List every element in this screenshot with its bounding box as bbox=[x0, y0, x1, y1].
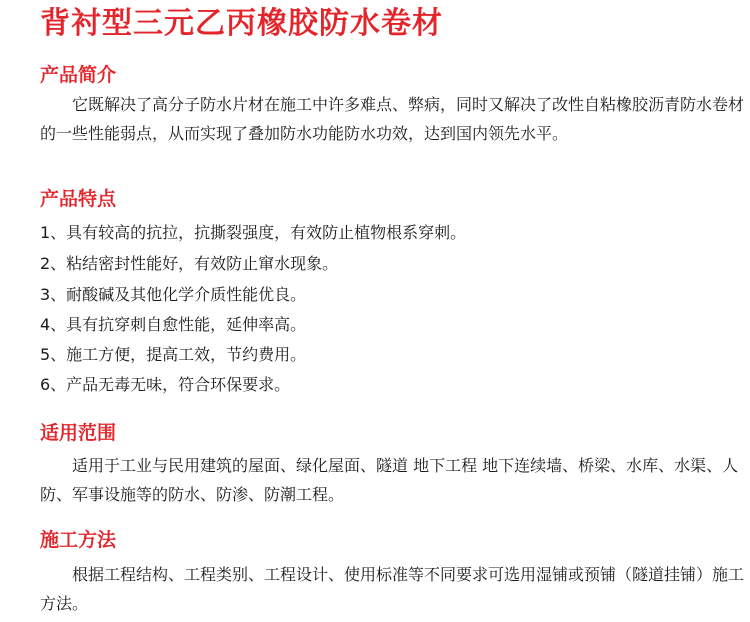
scope-paragraph: 适用于工业与民用建筑的屋面、绿化屋面、隧道 地下工程 地下连续墙、桥梁、水库、水渠、人防、军事设施等的防水、防渗、防潮工程。 bbox=[40, 456, 739, 504]
feature-item: 2、粘结密封性能好，有效防止窜水现象。 bbox=[40, 254, 339, 273]
intro-paragraph: 它既解决了高分子防水片材在施工中许多难点、弊病，同时又解决了改性自粘橡胶沥青防水卷材的一些性能弱点，从而实现了叠加防水功能防水功效，达到国内领先水平。 bbox=[40, 95, 745, 143]
section-heading-intro: 产品简介 bbox=[40, 64, 117, 86]
feature-item: 1、具有较高的抗拉，抗撕裂强度，有效防止植物根系穿刺。 bbox=[40, 223, 467, 242]
method-paragraph: 根据工程结构、工程类别、工程设计、使用标准等不同要求可选用湿铺或预铺（隧道挂铺）施工方法。 bbox=[40, 565, 745, 613]
feature-item: 4、具有抗穿刺自愈性能，延伸率高。 bbox=[40, 315, 307, 334]
feature-item: 6、产品无毒无味，符合环保要求。 bbox=[40, 375, 291, 394]
section-heading-scope: 适用范围 bbox=[40, 422, 117, 444]
feature-item: 5、施工方便，提高工效，节约费用。 bbox=[40, 345, 307, 364]
page-title: 背衬型三元乙丙橡胶防水卷材 bbox=[40, 6, 443, 41]
section-heading-features: 产品特点 bbox=[40, 188, 117, 210]
feature-item: 3、耐酸碱及其他化学介质性能优良。 bbox=[40, 285, 307, 304]
section-heading-method: 施工方法 bbox=[40, 529, 117, 551]
